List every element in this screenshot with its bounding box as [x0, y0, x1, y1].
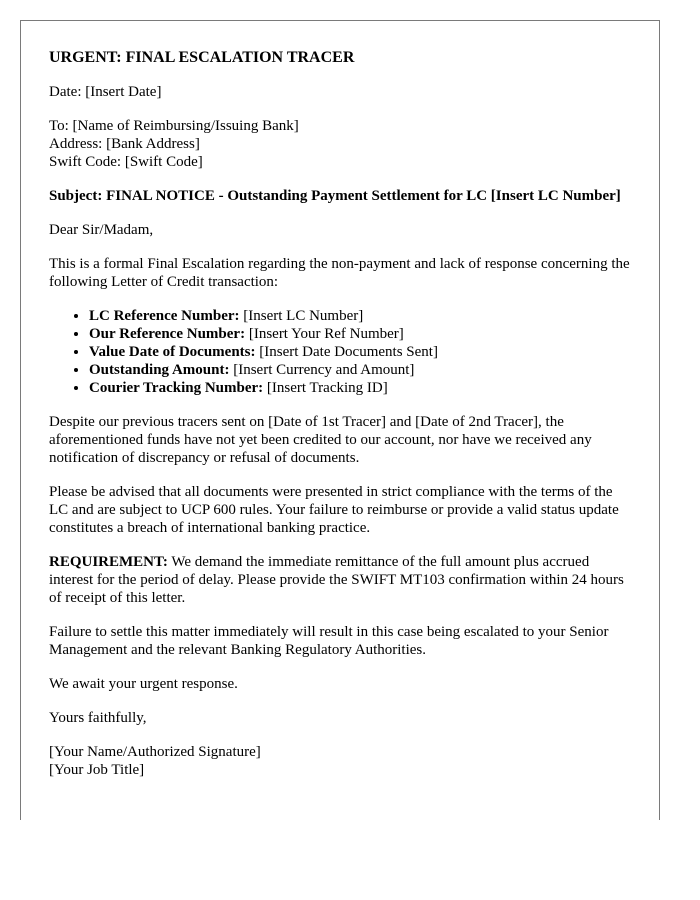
requirement-label: REQUIREMENT: [49, 554, 168, 570]
advised-paragraph: Please be advised that all documents were presented in strict compliance with the terms of the LC and are subject to UCP 600 rules. Your failure to reimburse or provide a valid status update constitutes a breach of international banking practice. [49, 484, 619, 536]
detail-label: Our Reference Number: [89, 326, 246, 342]
detail-value: [Insert Currency and Amount] [229, 362, 415, 378]
detail-label: Courier Tracking Number: [89, 380, 264, 396]
detail-label: Value Date of Documents: [89, 344, 256, 360]
detail-value: [Insert Your Ref Number] [245, 326, 404, 342]
requirement-text: We demand the immediate remittance of the full amount plus accrued interest for the period of delay. Please provide the SWIFT MT103 confirmation within 24 hours of receipt of this letter. [49, 554, 624, 606]
subject-line: Subject: FINAL NOTICE - Outstanding Payment Settlement for LC [Insert LC Number] [49, 188, 621, 204]
signature-name: [Your Name/Authorized Signature] [49, 744, 261, 760]
failure-paragraph: Failure to settle this matter immediately will result in this case being escalated to your Senior Management and the relevant Banking Regulatory Authorities. [49, 624, 609, 658]
detail-value: [Insert Tracking ID] [263, 380, 388, 396]
detail-courier-tracking [89, 379, 631, 397]
detail-value: [Insert Date Documents Sent] [255, 344, 438, 360]
signature-block [49, 743, 631, 779]
detail-label: Outstanding Amount: [89, 362, 230, 378]
letter-title: URGENT: FINAL ESCALATION TRACER [49, 49, 355, 66]
recipient-address: Address: [Bank Address] [49, 136, 200, 152]
salutation: Dear Sir/Madam, [49, 222, 154, 238]
closing-line: Yours faithfully, [49, 710, 147, 726]
recipient-block [49, 117, 631, 171]
transaction-details-list [49, 307, 631, 397]
detail-our-reference [89, 325, 631, 343]
detail-label: LC Reference Number: [89, 308, 240, 324]
date-line: Date: [Insert Date] [49, 84, 162, 100]
detail-value: [Insert LC Number] [239, 308, 364, 324]
letter-page [20, 20, 660, 820]
detail-outstanding-amount [89, 361, 631, 379]
detail-value-date [89, 343, 631, 361]
recipient-to: To: [Name of Reimbursing/Issuing Bank] [49, 118, 299, 134]
signature-job-title: [Your Job Title] [49, 762, 145, 778]
intro-paragraph: This is a formal Final Escalation regarding the non-payment and lack of response concerning the following Letter of Credit transaction: [49, 256, 630, 290]
await-line: We await your urgent response. [49, 676, 238, 692]
despite-paragraph: Despite our previous tracers sent on [Date of 1st Tracer] and [Date of 2nd Tracer], the aforementioned funds have not yet been credited to our account, nor have we received any notification of discrepancy or refusal of documents. [49, 414, 592, 466]
detail-lc-reference [89, 307, 631, 325]
requirement-paragraph [49, 553, 631, 607]
recipient-swift: Swift Code: [Swift Code] [49, 154, 203, 170]
